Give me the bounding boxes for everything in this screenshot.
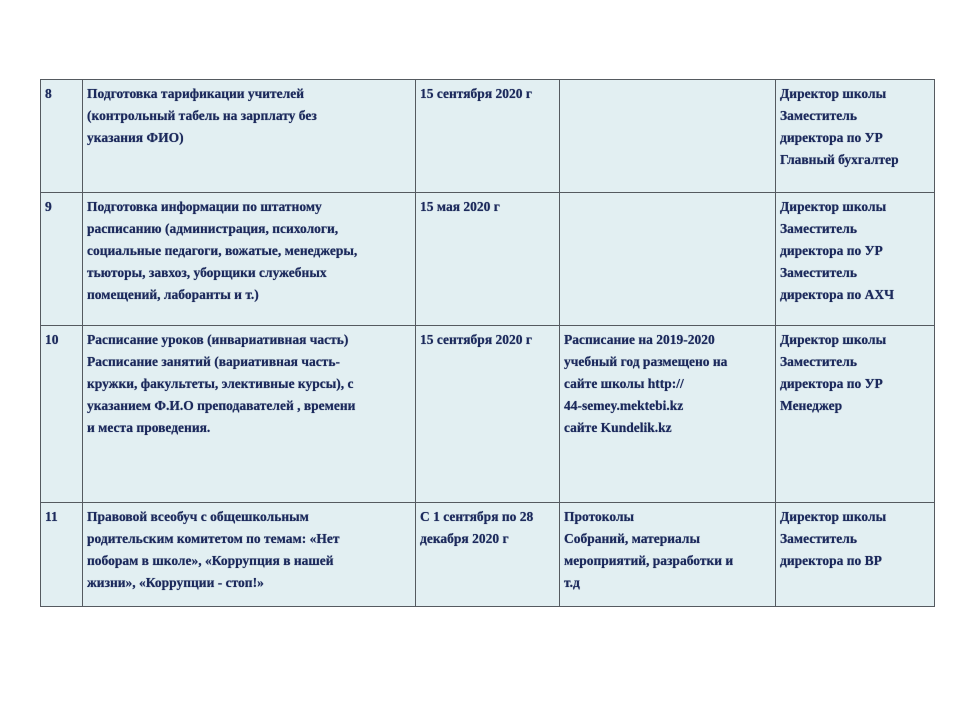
note-line: 44-semey.mektebi.kz	[564, 398, 684, 413]
note-line: Собраний, материалы	[564, 531, 700, 546]
responsible-line: Менеджер	[780, 398, 843, 413]
note-line: учебный год размещено на	[564, 354, 728, 369]
task-line: Подготовка тарификации учителей	[87, 86, 305, 101]
task-line: Подготовка информации по штатному	[87, 199, 322, 214]
task-line: указанием Ф.И.О преподавателей , времени	[87, 398, 356, 413]
task-line: Расписание уроков (инвариативная часть)	[87, 332, 349, 347]
date-line: 15 сентября 2020 г	[420, 86, 533, 101]
responsible-line: директора по ВР	[780, 553, 882, 568]
task-line: и места проведения.	[87, 420, 211, 435]
task-line: помещений, лаборанты и т.)	[87, 287, 259, 302]
date-line: декабря 2020 г	[420, 531, 509, 546]
task-cell	[83, 80, 416, 193]
plan-table	[40, 79, 935, 607]
note-cell	[560, 193, 776, 326]
responsible-line: директора по УР	[780, 243, 883, 258]
date-line: 15 мая 2020 г	[420, 199, 500, 214]
note-cell	[560, 326, 776, 503]
task-line: указания ФИО)	[87, 130, 184, 145]
task-line: социальные педагоги, вожатые, менеджеры,	[87, 243, 358, 258]
date-cell	[416, 326, 560, 503]
responsible-line: Заместитель	[780, 265, 857, 280]
responsible-cell	[776, 193, 935, 326]
responsible-line: директора по АХЧ	[780, 287, 895, 302]
note-line: т.д	[564, 575, 580, 590]
row-number-cell: 11	[41, 503, 83, 607]
date-line: С 1 сентября по 28	[420, 509, 534, 524]
row-number-cell: 8	[41, 80, 83, 193]
note-line: Протоколы	[564, 509, 635, 524]
responsible-line: Директор школы	[780, 332, 887, 347]
task-line: родительским комитетом по темам: «Нет	[87, 531, 340, 546]
responsible-line: директора по УР	[780, 376, 883, 391]
responsible-line: Заместитель	[780, 221, 857, 236]
responsible-cell	[776, 80, 935, 193]
task-line: Правовой всеобуч с общешкольным	[87, 509, 309, 524]
date-cell	[416, 503, 560, 607]
responsible-line: директора по УР	[780, 130, 883, 145]
note-cell	[560, 503, 776, 607]
row-number-cell: 9	[41, 193, 83, 326]
responsible-line: Директор школы	[780, 86, 887, 101]
note-line: мероприятий, разработки и	[564, 553, 734, 568]
task-line: кружки, факультеты, элективные курсы), с	[87, 376, 354, 391]
note-line: Расписание на 2019-2020	[564, 332, 715, 347]
note-cell	[560, 80, 776, 193]
task-cell	[83, 326, 416, 503]
task-line: (контрольный табель на зарплату без	[87, 108, 317, 123]
responsible-cell	[776, 503, 935, 607]
task-line: жизни», «Коррупции - стоп!»	[87, 575, 264, 590]
responsible-cell	[776, 326, 935, 503]
table-row	[41, 503, 935, 607]
date-cell	[416, 80, 560, 193]
task-line: тьюторы, завхоз, уборщики служебных	[87, 265, 327, 280]
date-line: 15 сентября 2020 г	[420, 332, 533, 347]
task-line: Расписание занятий (вариативная часть-	[87, 354, 340, 369]
task-cell	[83, 503, 416, 607]
responsible-line: Директор школы	[780, 199, 887, 214]
row-number-cell: 10	[41, 326, 83, 503]
responsible-line: Главный бухгалтер	[780, 152, 899, 167]
task-cell	[83, 193, 416, 326]
responsible-line: Директор школы	[780, 509, 887, 524]
date-cell	[416, 193, 560, 326]
responsible-line: Заместитель	[780, 531, 857, 546]
note-line: сайте Kundelik.kz	[564, 420, 672, 435]
task-line: расписанию (администрация, психологи,	[87, 221, 339, 236]
table-row	[41, 326, 935, 503]
table-row	[41, 193, 935, 326]
table-row	[41, 80, 935, 193]
responsible-line: Заместитель	[780, 108, 857, 123]
note-line: сайте школы http://	[564, 376, 684, 391]
task-line: поборам в школе», «Коррупция в нашей	[87, 553, 334, 568]
responsible-line: Заместитель	[780, 354, 857, 369]
